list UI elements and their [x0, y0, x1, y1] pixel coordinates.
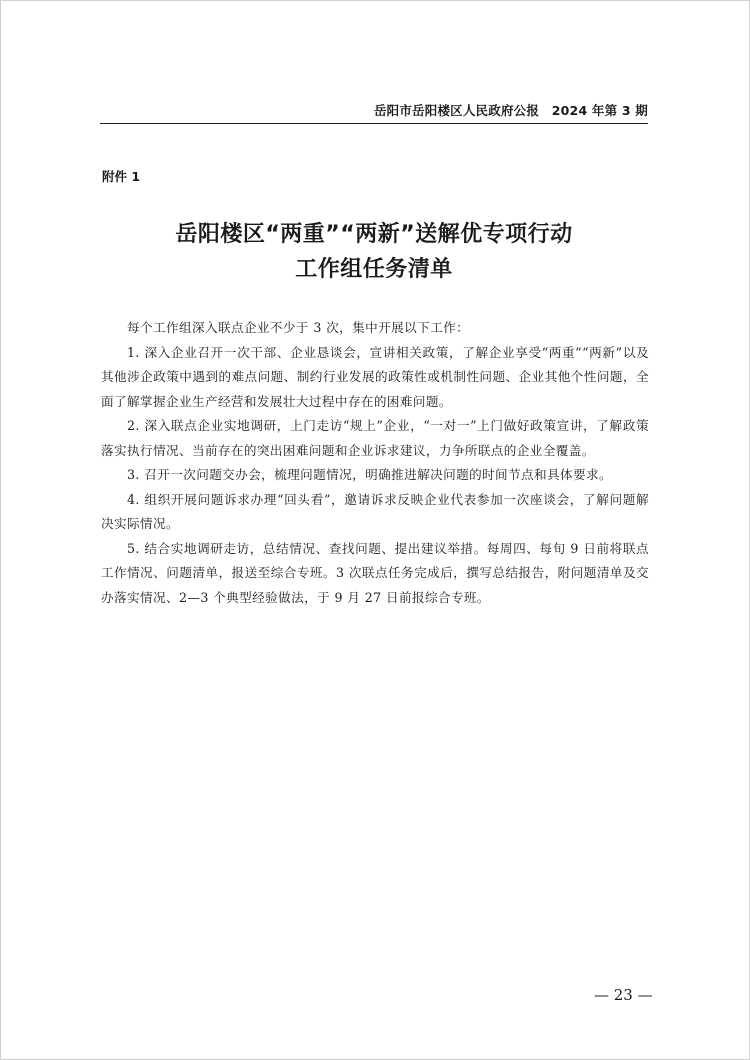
document-title-line-1: 岳阳楼区“两重”“两新”送解优专项行动: [175, 222, 573, 247]
page-header: [100, 103, 648, 124]
paragraph-intro: 每个工作组深入联点企业不少于 3 次，集中开展以下工作：: [127, 320, 470, 335]
paragraph-item-1: 1. 深入企业召开一次干部、企业恳谈会，宣讲相关政策，了解企业享受“两重”“两新”以及其他涉企政策中遇到的难点问题、制约行业发展的政策性或机制性问题、企业其他个性问题，全面了解掌握企业生产经营和发展壮大过程中存在的困难问题。: [101, 344, 649, 409]
page-number: — 23 —: [594, 986, 653, 1004]
paragraph-item-3: 3. 召开一次问题交办会，梳理问题情况，明确推进解决问题的时间节点和具体要求。: [127, 467, 612, 482]
attachment-label: 附件 1: [102, 169, 141, 184]
document-body: [101, 316, 649, 610]
document-title-line-2: 工作组任务清单: [295, 257, 453, 282]
paragraph-item-5: 5. 结合实地调研走访，总结情况、查找问题、提出建议举措。每周四、每旬 9 日前将联点工作情况、问题清单，报送至综合专班。3 次联点任务完成后，撰写总结报告，附问题清单及交办落实情况、2—3 个典型经验做法，于 9 月 27 日前报综合专班。: [101, 540, 649, 605]
header-title: 岳阳市岳阳楼区人民政府公报 2024 年第 3 期: [373, 103, 648, 118]
paragraph-item-4: 4. 组织开展问题诉求办理“回头看”，邀请诉求反映企业代表参加一次座谈会，了解问题解决实际情况。: [101, 491, 649, 531]
paragraph-item-2: 2. 深入联点企业实地调研，上门走访“规上”企业，“一对一”上门做好政策宣讲，了解政策落实执行情况、当前存在的突出困难问题和企业诉求建议，力争所联点的企业全覆盖。: [101, 418, 649, 458]
